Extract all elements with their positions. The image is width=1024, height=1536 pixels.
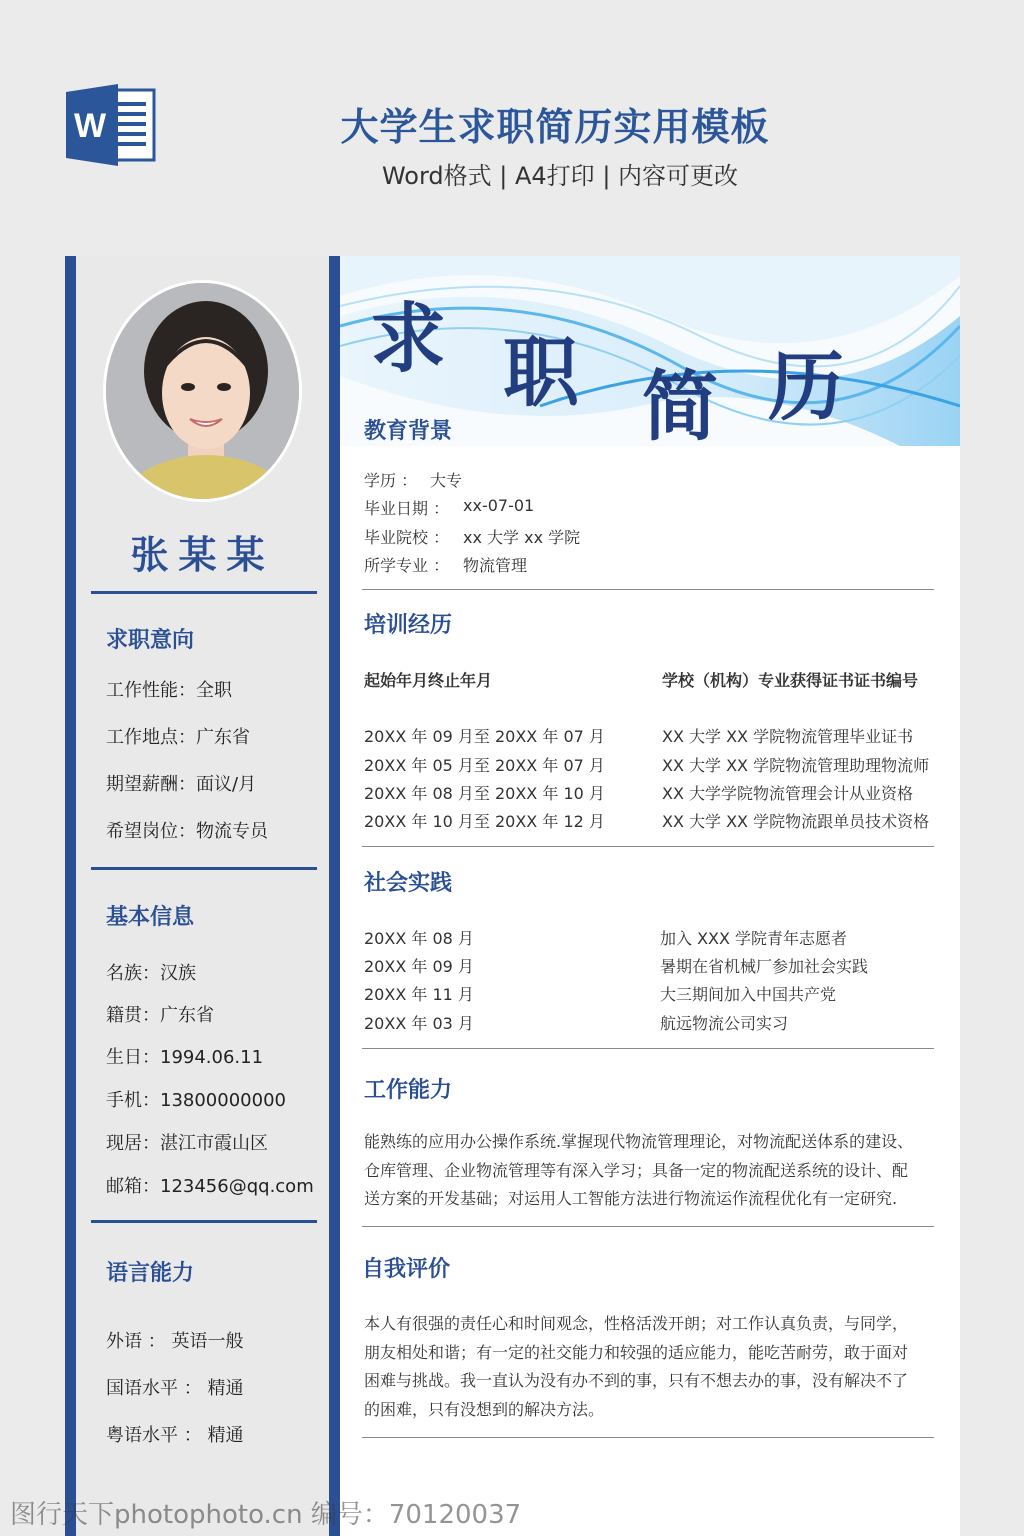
banner-char: 简: [642, 362, 718, 451]
basic-info-item: 生日：1994.06.11: [106, 1047, 264, 1068]
basic-info-item: 手机：13800000000: [106, 1090, 286, 1111]
ability-line: 能熟练的应用办公操作系统.掌握现代物流管理理论，对物流配送体系的建设、: [364, 1132, 914, 1151]
basic-info-item: 名族：汉族: [106, 963, 196, 984]
section-rule: [362, 1226, 934, 1227]
education-label: 学历 ：: [364, 471, 418, 490]
job-intention-heading: 求职意向: [106, 628, 195, 653]
basic-info-item: 现居：湛江市霞山区: [106, 1133, 268, 1154]
ability-line: 仓库管理、企业物流管理等有深入学习；具备一定的物流配送系统的设计、配: [364, 1160, 909, 1180]
training-heading: 培训经历: [364, 613, 453, 638]
practice-date: 20XX 年 03 月: [364, 1014, 474, 1033]
sidebar-rule: [91, 1220, 317, 1223]
practice-date: 20XX 年 11 月: [364, 985, 474, 1004]
self-eval-line: 的困难，只有没想到的解决方法。: [364, 1399, 605, 1419]
language-heading: 语言能力: [106, 1261, 195, 1286]
basic-info-item: 籍贯：广东省: [106, 1005, 214, 1026]
language-item: 国语水平 ： 精通: [106, 1378, 244, 1399]
education-label: 毕业日期 ：: [364, 499, 450, 518]
training-period: 20XX 年 05 月至 20XX 年 07 月: [364, 756, 605, 775]
job-intention-item: 希望岗位：物流专员: [106, 821, 268, 842]
banner-char: 职: [503, 328, 579, 417]
ability-heading: 工作能力: [364, 1078, 453, 1103]
sidebar-divider: [329, 256, 340, 1536]
education-value: xx-07-01: [463, 496, 535, 515]
basic-info-heading: 基本信息: [106, 905, 195, 930]
section-rule: [362, 846, 934, 847]
education-value: 大专: [430, 471, 463, 490]
ability-text: [364, 1128, 936, 1214]
section-rule: [362, 589, 934, 590]
sidebar-rule: [91, 591, 317, 594]
language-item: 外语 ： 英语一般: [106, 1331, 244, 1352]
training-col-header: 学校（机构）专业获得证书证书编号: [662, 671, 919, 690]
training-period: 20XX 年 08 月至 20XX 年 10 月: [364, 784, 605, 803]
page-title: 大学生求职简历实用模板: [340, 105, 770, 149]
watermark: 图行天下photophoto.cn 编号：70120037: [10, 1500, 522, 1530]
language-item: 粤语水平 ： 精通: [106, 1425, 244, 1446]
word-logo-letter: W: [73, 107, 107, 145]
section-rule: [362, 1048, 934, 1049]
basic-info-item: 邮箱：123456@qq.com: [106, 1176, 314, 1197]
ability-line: 送方案的开发基础；对运用人工智能方法进行物流运作流程优化有一定研究.: [364, 1189, 898, 1208]
training-detail: XX 大学 XX 学院物流管理毕业证书: [662, 727, 914, 746]
self-eval-text: [364, 1310, 936, 1424]
education-label: 毕业院校 ：: [364, 528, 450, 547]
education-value: xx 大学 xx 学院: [463, 528, 581, 547]
candidate-name: 张某某: [130, 533, 275, 577]
training-detail: XX 大学 XX 学院物流管理助理物流师: [662, 756, 930, 775]
practice-detail: 暑期在省机械厂参加社会实践: [660, 957, 869, 976]
practice-heading: 社会实践: [364, 871, 453, 896]
self-eval-line: 本人有很强的责任心和时间观念，性格活泼开朗；对工作认真负责，与同学，: [364, 1314, 909, 1333]
education-heading: 教育背景: [364, 419, 453, 444]
self-eval-line: 困难与挑战。我一直认为没有办不到的事，只有不想去办的事，没有解决不了: [364, 1371, 909, 1390]
page-subtitle: Word格式 | A4打印 | 内容可更改: [381, 162, 739, 190]
training-detail: XX 大学学院物流管理会计从业资格: [662, 784, 914, 803]
job-intention-item: 期望薪酬：面议/月: [106, 774, 257, 795]
training-period: 20XX 年 10 月至 20XX 年 12 月: [364, 812, 605, 831]
practice-date: 20XX 年 09 月: [364, 957, 474, 976]
banner-char: 求: [370, 294, 446, 383]
sidebar-rule: [91, 867, 317, 870]
education-label: 所学专业 ：: [364, 556, 450, 575]
practice-detail: 大三期间加入中国共产党: [660, 985, 837, 1004]
practice-detail: 航远物流公司实习: [660, 1014, 789, 1033]
profile-photo: [103, 280, 302, 502]
portrait-illustration: [106, 283, 302, 502]
education-value: 物流管理: [463, 556, 528, 575]
self-eval-heading: 自我评价: [362, 1257, 451, 1282]
banner-char: 历: [768, 342, 844, 431]
self-eval-line: 朋友相处和谐；有一定的社交能力和较强的适应能力，能吃苦耐劳，敢于面对: [364, 1342, 909, 1362]
training-detail: XX 大学 XX 学院物流跟单员技术资格: [662, 812, 930, 831]
section-rule: [362, 1437, 934, 1438]
practice-detail: 加入 XXX 学院青年志愿者: [660, 929, 848, 948]
job-intention-item: 工作性能：全职: [106, 680, 232, 701]
training-col-header: 起始年月终止年月: [364, 671, 493, 690]
job-intention-item: 工作地点：广东省: [106, 727, 250, 748]
training-period: 20XX 年 09 月至 20XX 年 07 月: [364, 727, 605, 746]
sheet-left-border: [65, 256, 76, 1536]
practice-date: 20XX 年 08 月: [364, 929, 474, 948]
